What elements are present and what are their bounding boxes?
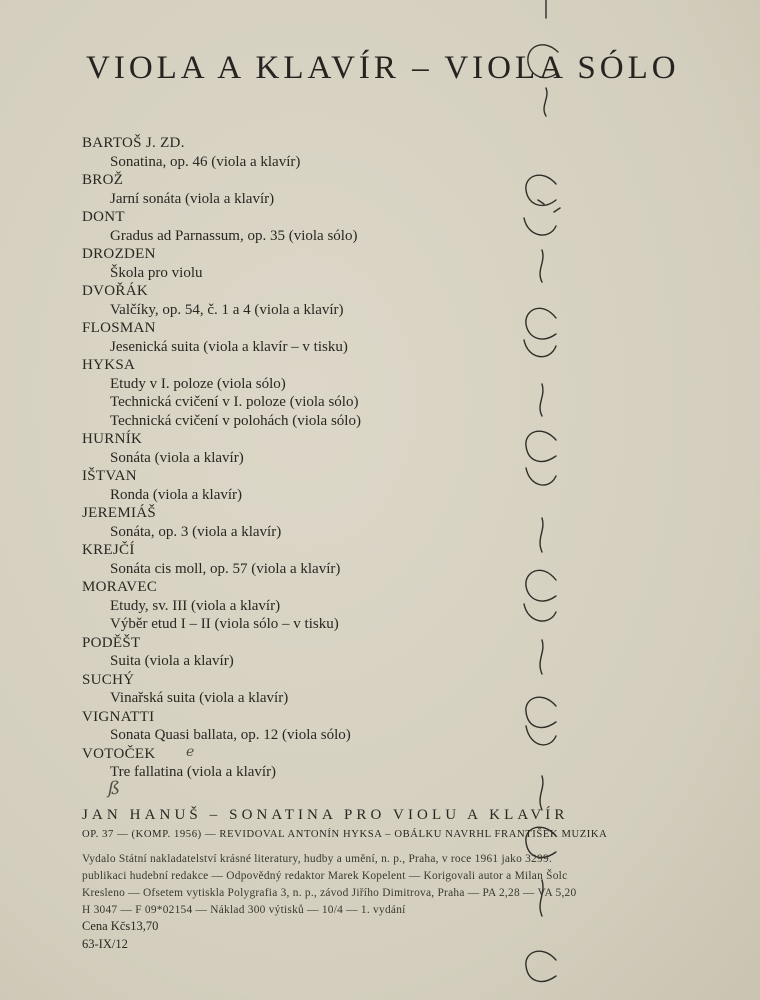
work-title: Sonáta cis moll, op. 57 (viola a klavír) xyxy=(110,560,341,577)
ornament-c-shape xyxy=(526,308,556,339)
work-title: Sonatina, op. 46 (viola a klavír) xyxy=(110,153,301,170)
ornament-c-shape xyxy=(526,175,556,205)
ornament-c-shape xyxy=(526,697,556,727)
work-title: Gradus ad Parnassum, op. 35 (viola sólo) xyxy=(110,227,358,244)
ornament-hook xyxy=(538,200,544,204)
work-title: Sonata Quasi ballata, op. 12 (viola sólo) xyxy=(110,727,351,743)
work-title: Suita (viola a klavír) xyxy=(110,653,234,669)
work-title: Jarní sonáta (viola a klavír) xyxy=(110,190,275,207)
ornament-c-shape xyxy=(524,604,556,621)
ornament-s-shape xyxy=(540,640,543,674)
ornament-s-shape xyxy=(540,384,543,416)
work-title: Ronda (viola a klavír) xyxy=(110,486,243,503)
ornament-s-shape xyxy=(540,518,543,552)
work-title: Technická cvičení v polohách (viola sólo) xyxy=(110,412,361,429)
composer-name: MORAVEC xyxy=(82,579,158,595)
vertical-ornament xyxy=(520,0,760,1000)
ornament-c-shape xyxy=(526,468,556,485)
page-title: VIOLA A KLAVÍR – VIOLA SÓLO xyxy=(86,50,680,86)
composer-name: KREJČÍ xyxy=(82,542,135,558)
handwritten-mark-e: e xyxy=(186,744,195,760)
imprint-line: publikaci hudební redakce — Odpovědný redaktor Marek Kopelent — Korigovali autor a Milan Šolc xyxy=(82,870,568,882)
ornament-c-shape xyxy=(526,951,556,981)
ornament-s-shape xyxy=(540,776,543,810)
composer-name: IŠTVAN xyxy=(82,468,137,484)
imprint-line: Kresleno — Ofsetem vytiskla Polygrafia 3, n. p., závod Jiřího Dimitrova, Praha — PA 2,28 — VA 5,20 xyxy=(82,887,577,899)
ornament-s-shape xyxy=(540,250,543,282)
footer-credits: OP. 37 — (KOMP. 1956) — REVIDOVAL ANTONÍN HYKSA – OBÁLKU NAVRHL FRANTIŠEK MUZIKA xyxy=(82,829,608,840)
composer-name: DONT xyxy=(82,209,125,225)
composer-name: SUCHÝ xyxy=(82,671,135,688)
ornament-c-shape xyxy=(524,218,556,235)
ornament-s-shape xyxy=(544,88,547,116)
ornament-c-shape xyxy=(524,340,556,357)
composer-name: HURNÍK xyxy=(82,431,143,447)
ornament-tick xyxy=(554,208,560,212)
composer-name: DROZDEN xyxy=(82,246,156,262)
work-title: Tre fallatina (viola a klavír) xyxy=(110,764,277,780)
work-title: Valčíky, op. 54, č. 1 a 4 (viola a klavír) xyxy=(110,301,344,318)
work-title: Vinařská suita (viola a klavír) xyxy=(110,690,289,706)
work-title: Výběr etud I – II (viola sólo – v tisku) xyxy=(110,616,339,632)
imprint-line: H 3047 — F 09*02154 — Náklad 300 výtisků — 10/4 — 1. vydání xyxy=(82,904,406,916)
composer-name: HYKSA xyxy=(82,357,136,373)
composer-name: BARTOŠ J. ZD. xyxy=(82,135,185,151)
footer-title: JAN HANUŠ – SONATINA PRO VIOLU A KLAVÍR xyxy=(82,807,569,823)
composer-name: VOTOČEK xyxy=(82,745,156,762)
work-title: Etudy v I. poloze (viola sólo) xyxy=(110,375,286,392)
composer-catalog xyxy=(82,134,512,782)
price: Cena Kčs13,70 xyxy=(82,919,159,933)
composer-name: PODĚŠT xyxy=(82,634,141,651)
catalog-code: 63-IX/12 xyxy=(82,937,128,951)
work-title: Technická cvičení v I. poloze (viola sólo) xyxy=(110,394,359,410)
work-title: Sonáta, op. 3 (viola a klavír) xyxy=(110,523,282,540)
handwritten-mark-beta: ß xyxy=(108,778,121,799)
composer-name: VIGNATTI xyxy=(82,708,155,725)
ornament-c-shape xyxy=(526,431,556,461)
ornament-c-shape xyxy=(526,570,556,601)
composer-name: FLOSMAN xyxy=(82,320,156,336)
work-title: Sonáta (viola a klavír) xyxy=(110,449,244,466)
ornament-c-shape xyxy=(526,726,556,745)
work-title: Etudy, sv. III (viola a klavír) xyxy=(110,597,281,614)
imprint-line: Vydalo Státní nakladatelství krásné literatury, hudby a umění, n. p., Praha, v roce 1961 jako 3299. xyxy=(82,853,553,865)
imprint-block xyxy=(82,851,722,919)
composer-name: DVOŘÁK xyxy=(82,283,148,299)
work-title: Škola pro violu xyxy=(110,264,203,281)
composer-name: BROŽ xyxy=(82,172,124,188)
composer-name: JEREMIÁŠ xyxy=(82,505,157,521)
work-title: Jesenická suita (viola a klavír – v tisku) xyxy=(110,338,348,355)
